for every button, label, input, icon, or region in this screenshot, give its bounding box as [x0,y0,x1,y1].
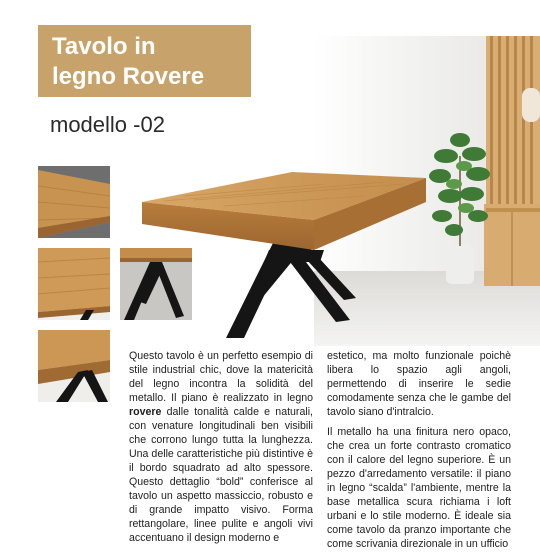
text-column-right [327,349,511,557]
paragraph-text: Questo tavolo è un perfetto esempio di stile industrial chic, dove la matericità del legno incontra la solidità del metallo. Il piano è realizzato in legno [129,350,313,404]
paragraph [129,349,313,545]
paragraph: Il metallo ha una finitura nero opaco, che crea un forte contrasto cromatico con il calore del legno superiore. È un pezzo d'arredamento versatile: il piano in legno “scalda” l'ambiente, mentre la base metallica scura richiama i loft urbani e lo stile moderno. È ideale sia come tavolo da pranzo importante che come scrivania direzionale in un ufficio [327,426,511,550]
thumbnail-table-edge [38,248,110,320]
title-line-1: Tavolo in [52,33,156,60]
title-block [38,25,251,97]
title-line-2: legno Rovere [52,63,205,90]
text-column-left [129,349,313,551]
bold-text: rovere [129,406,162,418]
thumbnail-metal-base [120,248,192,320]
thumbnail-corner-detail [38,330,110,402]
paragraph-text: dalle tonalità calde e naturali, con venature longitudinali ben visibili che corrono lungo tutta la lunghezza. Una delle caratteristiche più distintive è il bordo squadrato ad alto spessore. Questo dettaglio “bold” conferisce al tavolo un aspetto massiccio, robusto e di grande impatto visivo. Forma rettangolare, linee pulite e angoli vivi accentuano il design moderno e [129,406,313,544]
paragraph: estetico, ma molto funzionale poichè libera lo spazio agli angoli, permettendo di inserire le sedie comodamente senza che le gambe del tavolo siano d'intralcio. [327,350,511,418]
thumbnail-table-top [38,166,110,238]
model-subtitle: modello -02 [50,112,165,137]
